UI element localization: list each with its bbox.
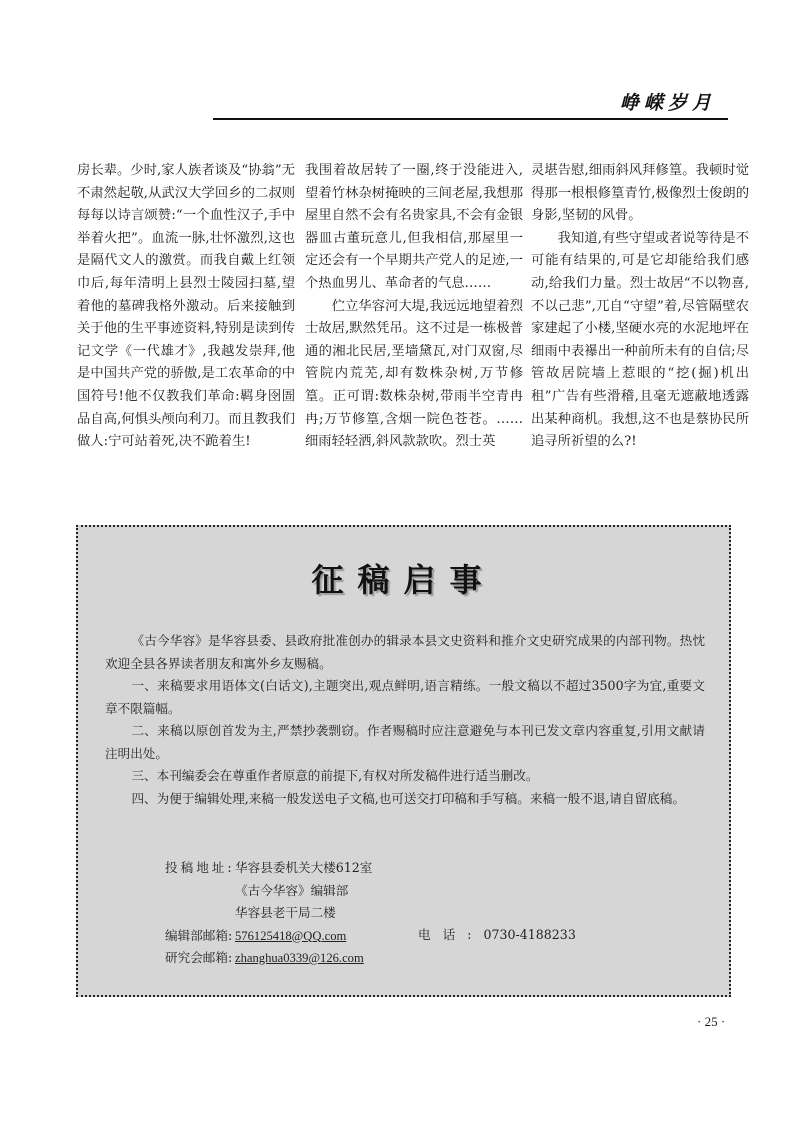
article-paragraph: 房长辈。少时,家人族者谈及“协翁”无不肃然起敬,从武汉大学回乡的二叔则每每以诗言颂赞:“一个血性汉子,手中举着火把”。血流一脉,壮怀激烈,这也是隔代文人的激赏。而我自戴上红领巾后,每年清明上县烈士陵园扫墓,望着他的墓碑我格外激动。后来接触到关于他的生平事迹资料,特别是读到传记文学《一代雄才》,我越发崇拜,他是中国共产党的骄傲,是工农革命的中国符号!他不仅教我们革命:羁身囹圄品自高,何惧头颅向利刀。而且教我们做人:宁可站着死,决不跪着生! [77, 163, 295, 450]
research-email-link[interactable]: zhanghua0339@126.com [235, 951, 364, 965]
notice-paragraph: 《古今华容》是华容县委、县政府批准创办的辑录本县文史资料和推介文史研究成果的内部刊物。热忱欢迎全县各界读者朋友和寓外乡友赐稿。 [105, 633, 705, 671]
article-paragraph: 我知道,有些守望或者说等待是不可能有结果的,可是它却能给我们感动,给我们力量。烈士故居“不以物喜,不以己悲”,兀自“守望”着,尽管隔壁农家建起了小楼,坚硬水亮的水泥地坪在细雨中表襮出一种前所未有的自信;尽管故居院墙上惹眼的“挖(掘)机出租”广告有些滑稽,且毫无遮蔽地透露出某种商机。我想,这不也是蔡协民所追寻所祈望的么?! [531, 230, 749, 450]
notice-paragraph: 一、来稿要求用语体文(白话文),主题突出,观点鲜明,语言精练。一般文稿以不超过3500字为宜,重要文章不限篇幅。 [105, 678, 705, 716]
notice-title: 征稿启事 [311, 561, 496, 599]
notice-paragraph: 四、为便于编辑处理,来稿一般发送电子文稿,也可送交打印稿和手写稿。来稿一般不退,请自留底稿。 [131, 790, 685, 806]
phone-number: 0730-4188233 [483, 927, 576, 942]
phone-row [418, 924, 576, 943]
article-paragraph: 伫立华容河大堤,我远远地望着烈士故居,默然凭吊。这不过是一栋极普通的湘北民居,垩墙黛瓦,对门双窗,尽管院内荒芜,却有数株杂树,万节修篁。正可谓:数株杂树,带雨半空青冉冉;万节修篁,含烟一院色苍苍。……细雨轻轻洒,斜风款款吹。烈士英 [305, 298, 523, 450]
notice-paragraph: 二、来稿以原创首发为主,严禁抄袭剽窃。作者赐稿时应注意避免与本刊已发文章内容重复,引用文献请注明出处。 [105, 723, 705, 761]
research-email-label: 研究会邮箱: [165, 950, 233, 965]
notice-paragraph: 三、本刊编委会在尊重作者原意的前提下,有权对所发稿件进行适当删改。 [131, 768, 539, 783]
editorial-email-label: 编辑部邮箱: [165, 927, 233, 943]
notice-body [105, 630, 705, 810]
header-rule [213, 118, 728, 120]
section-header-title: 峥嵘岁月 [620, 92, 717, 114]
address-line: 华容县委机关大楼612室 [235, 860, 373, 875]
call-for-papers-box [76, 525, 731, 997]
address-row [165, 857, 372, 880]
editorial-email-link[interactable]: 576125418@QQ.com [235, 928, 347, 943]
phone-label: 电话: [418, 927, 484, 942]
address-line: 《古今华容》编辑部 [235, 882, 349, 898]
article-column-3 [531, 160, 749, 454]
address-line: 华容县老干局二楼 [235, 905, 336, 920]
page-number: · 25 · [697, 1014, 726, 1029]
research-email-row [165, 947, 372, 970]
article-paragraph: 我围着故居转了一圈,终于没能进入,望着竹林杂树掩映的三间老屋,我想那屋里自然不会有名贵家具,不会有金银器皿古董玩意儿,但我相信,那屋里一定还会有一个早期共产党人的足迹,一个热血男儿、革命者的气息…… [305, 163, 523, 291]
article-column-2 [305, 160, 523, 454]
editorial-email-row [165, 925, 372, 948]
article-column-1 [77, 160, 295, 454]
article-paragraph: 灵堪告慰,细雨斜风拜修篁。我顿时觉得那一根根修篁青竹,极像烈士俊朗的身影,坚韧的风骨。 [531, 163, 749, 224]
address-label: 投稿地址: [165, 860, 235, 875]
contact-info [165, 857, 372, 970]
